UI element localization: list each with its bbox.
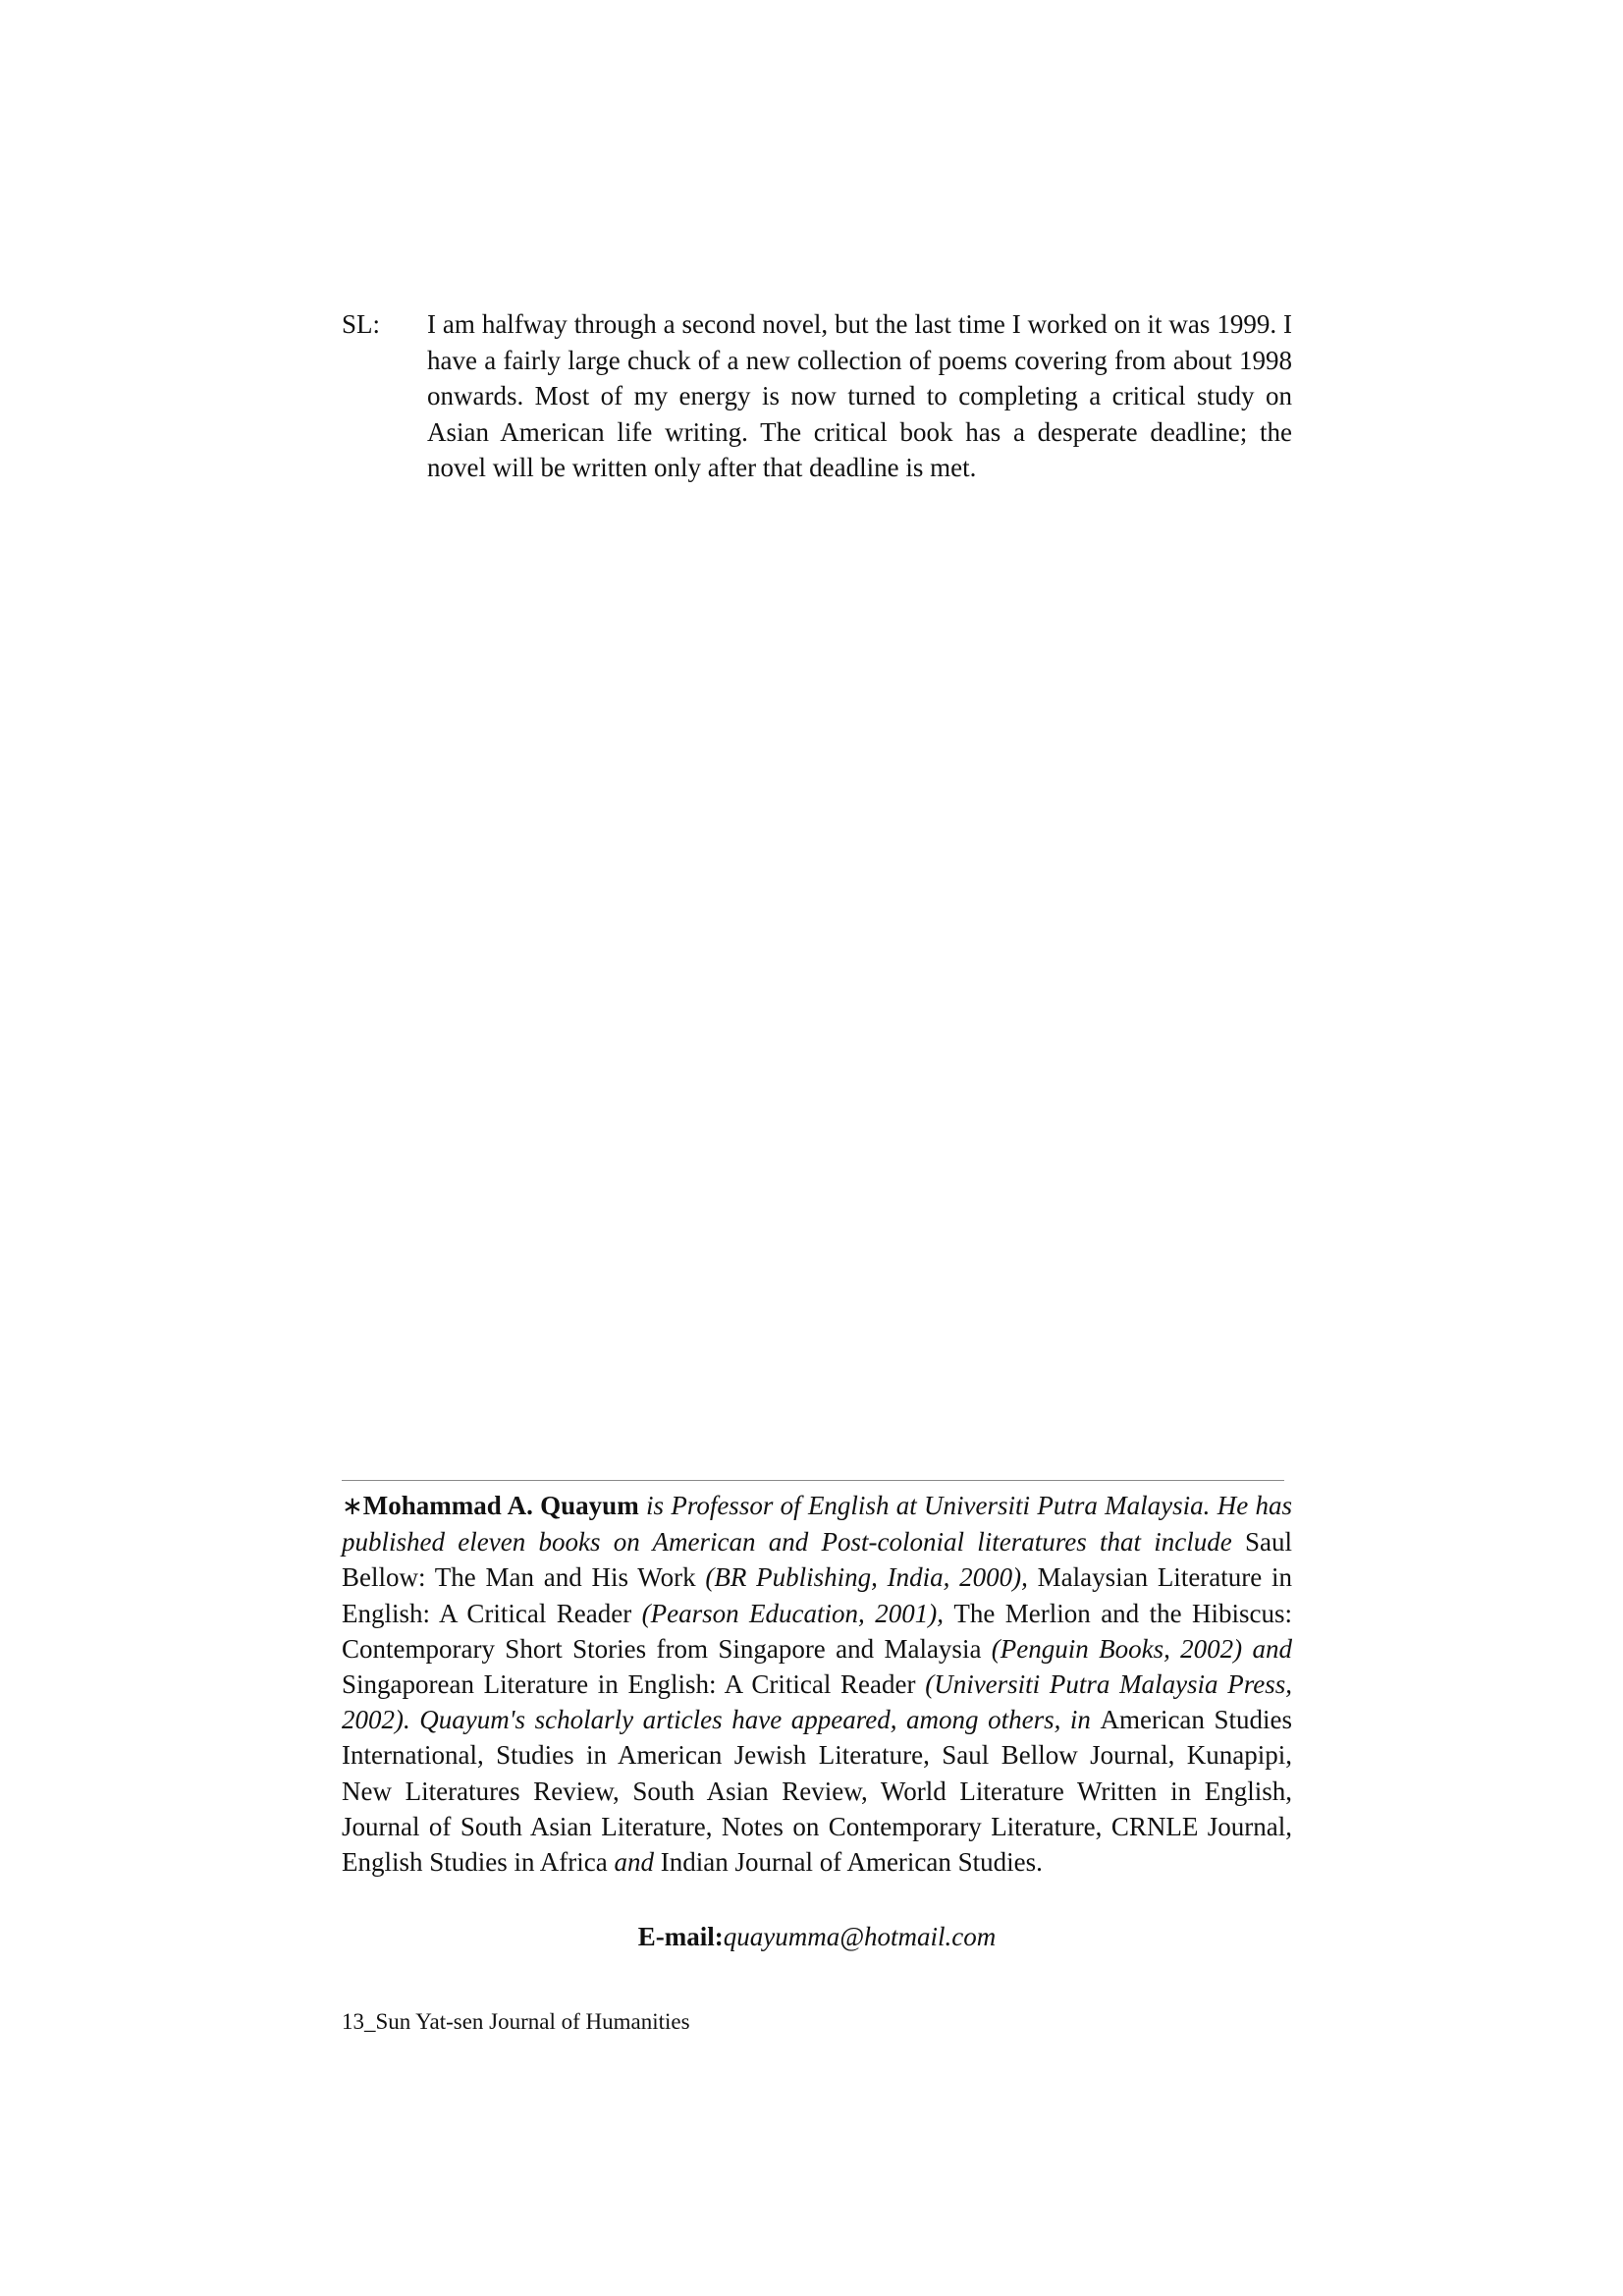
page-footer: 13_Sun Yat-sen Journal of Humanities — [342, 2009, 690, 2034]
book-title: Singaporean Literature in English: A Critical Reader — [342, 1669, 926, 1700]
author-email-line — [342, 1919, 1292, 1954]
book-title: The Merlion and the Hibiscus: Contemporary Short Stories from Singapore and Malaysia — [342, 1598, 1293, 1664]
journal-list: American Studies International, Studies in American Jewish Literature, Saul Bellow Journal, Kunapipi, New Literatures Review, South Asian Review, World Literature Written in English, Journal of South Asian Literature, Notes on Contemporary Literature, CRNLE Journal, English Studies in Africa — [342, 1705, 1292, 1878]
journal-list: Indian Journal of American Studies. — [660, 1847, 1043, 1878]
footnote-segment: and — [614, 1847, 661, 1878]
email-address: quayumma@hotmail.com — [723, 1922, 997, 1951]
speaker-label: SL: — [342, 309, 381, 339]
email-label: E-mail: — [637, 1922, 724, 1951]
footnote-segment: (Universiti Putra Malaysia Press, 2002). Quayum's scholarly articles have appeared, among others, in — [342, 1669, 1292, 1735]
author-footnote — [342, 1488, 1292, 1880]
footnote-asterisk-icon: ∗ — [342, 1492, 363, 1521]
answer-text: I am halfway through a second novel, but the last time I worked on it was 1999. I have a fairly large chuck of a new collection of poems covering from about 1998 onwards. Most of my energy is now turned to completing a critical study on Asian American life writing. The critical book has a desperate deadline; the novel will be written only after that deadline is met. — [427, 309, 1292, 482]
footnote-segment: is Professor of English at Universiti Putra Malaysia. He has published eleven books on American and Post-colonial literatures that include — [342, 1491, 1292, 1558]
book-title: Malaysian Literature in English: A Critical Reader — [342, 1562, 1293, 1628]
footnote-segment: (Penguin Books, 2002) and — [991, 1633, 1292, 1664]
footnote-segment: (Pearson Education, 2001), — [641, 1598, 954, 1628]
interview-answer-block — [342, 306, 1292, 486]
book-title: Saul Bellow: The Man and His Work — [342, 1527, 1292, 1593]
footnote-segment: (BR Publishing, India, 2000), — [705, 1562, 1038, 1593]
author-name: Mohammad A. Quayum — [362, 1491, 639, 1520]
footnote-divider — [342, 1480, 1284, 1481]
